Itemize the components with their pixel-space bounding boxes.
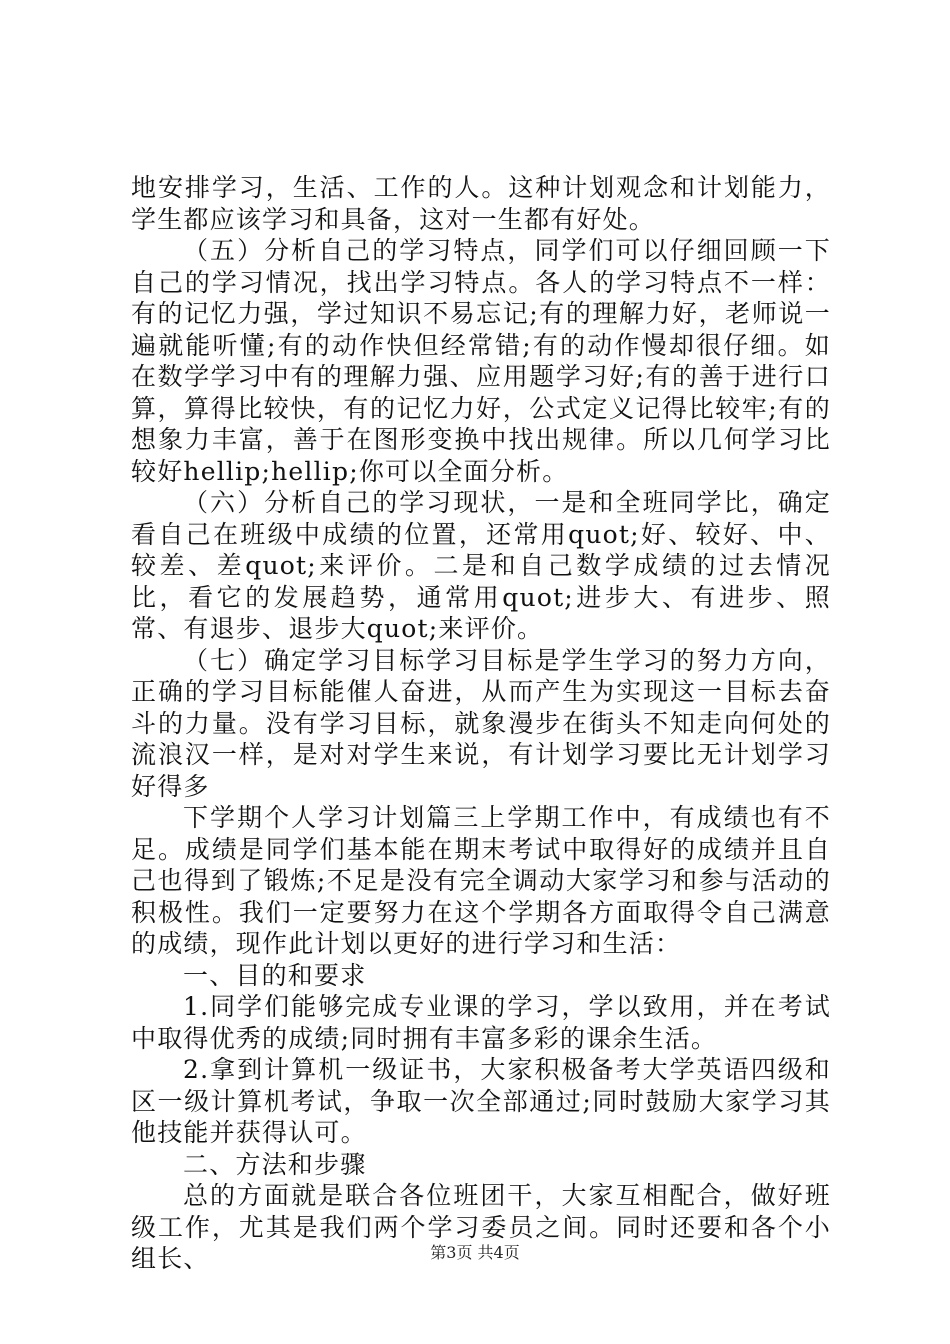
- paragraph-continued-planning: 地安排学习，生活、工作的人。这种计划观念和计划能力，学生都应该学习和具备，这对一生都有好处。: [131, 173, 831, 234]
- paragraph-item-2: 2.拿到计算机一级证书，大家积极备考大学英语四级和区一级计算机考试，争取一次全部通过;同时鼓励大家学习其他技能并获得认可。: [131, 1055, 831, 1147]
- paragraph-learning-traits: （五）分析自己的学习特点，同学们可以仔细回顾一下自己的学习情况，找出学习特点。各人的学习特点不一样：有的记忆力强，学过知识不易忘记;有的理解力好，老师说一遍就能听懂;有的动作快但经常错;有的动作慢却很仔细。如在数学学习中有的理解力强、应用题学习好;有的善于进行口算，算得比较快，有的记忆力好，公式定义记得比较牢;有的想象力丰富，善于在图形变换中找出规律。所以几何学习比较好hellip;hellip;你可以全面分析。: [131, 236, 831, 486]
- paragraph-plan-intro: 下学期个人学习计划篇三上学期工作中，有成绩也有不足。成绩是同学们基本能在期末考试中取得好的成绩并且自己也得到了锻炼;不足是没有完全调动大家学习和参与活动的积极性。我们一定要努力在这个学期各方面取得令自己满意的成绩，现作此计划以更好的进行学习和生活：: [131, 803, 831, 958]
- document-body: [131, 172, 831, 1275]
- paragraph-learning-goals: （七）确定学习目标学习目标是学生学习的努力方向，正确的学习目标能催人奋进，从而产生为实现这一目标去奋斗的力量。没有学习目标，就象漫步在街头不知走向何处的流浪汉一样，是对对学生来说，有计划学习要比无计划学习好得多: [131, 645, 831, 801]
- page-number-footer: 第3页 共4页: [430, 1243, 520, 1262]
- paragraph-item-1: 1.同学们能够完成专业课的学习，学以致用，并在考试中取得优秀的成绩;同时拥有丰富多彩的课余生活。: [131, 992, 831, 1053]
- paragraph-methods-overview: 总的方面就是联合各位班团干，大家互相配合，做好班级工作，尤其是我们两个学习委员之间。同时还要和各个小组长、: [131, 1181, 831, 1273]
- paragraph-learning-status: （六）分析自己的学习现状，一是和全班同学比，确定看自己在班级中成绩的位置，还常用quot;好、较好、中、较差、差quot;来评价。二是和自己数学成绩的过去情况比，看它的发展趋势，通常用quot;进步大、有进步、照常、有退步、退步大quot;来评价。: [131, 488, 831, 643]
- section-heading-purpose: 一、目的和要求: [183, 960, 367, 990]
- section-heading-methods: 二、方法和步骤: [183, 1149, 367, 1179]
